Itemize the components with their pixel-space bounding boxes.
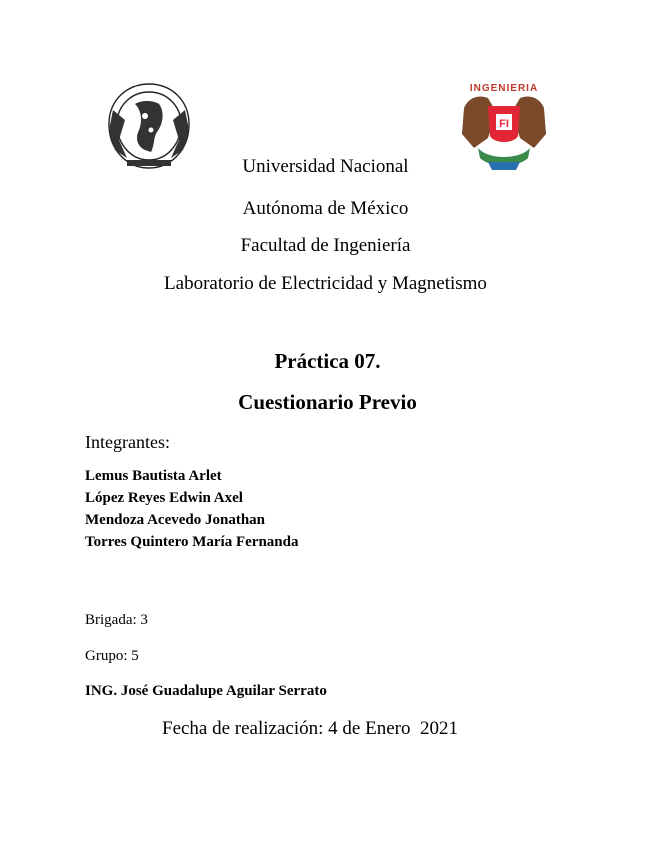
member-name: López Reyes Edwin Axel [85, 490, 243, 506]
laboratory-name: Laboratorio de Electricidad y Magnetismo [164, 273, 487, 294]
member-name: Mendoza Acevedo Jonathan [85, 512, 265, 528]
practice-subtitle: Cuestionario Previo [238, 390, 417, 414]
brigada: Brigada: 3 [85, 612, 148, 628]
grupo: Grupo: 5 [85, 648, 139, 664]
professor-name: ING. José Guadalupe Aguilar Serrato [85, 683, 327, 699]
member-name: Torres Quintero María Fernanda [85, 534, 299, 550]
members-list [85, 465, 298, 553]
university-name-line1: Universidad Nacional [242, 156, 409, 177]
svg-text:FI: FI [499, 118, 509, 130]
ingenieria-seal-text: INGENIERIA [469, 83, 539, 94]
practice-number: Práctica 07. [274, 349, 381, 373]
university-name-line2: Autónoma de México [242, 198, 409, 219]
faculty-name: Facultad de Ingeniería [240, 235, 411, 256]
date-of-realization: Fecha de realización: 4 de Enero 2021 [162, 718, 458, 739]
members-label: Integrantes: [85, 432, 170, 452]
member-name: Lemus Bautista Arlet [85, 468, 222, 484]
